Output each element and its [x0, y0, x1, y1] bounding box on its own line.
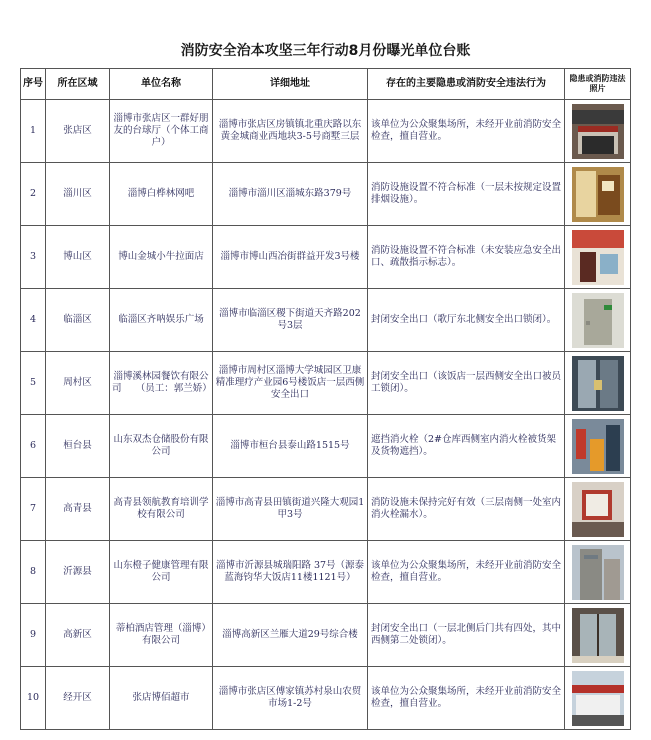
unit-name-cell: 山东橙子健康管理有限公司 [110, 541, 213, 604]
hydrant-photo [572, 482, 624, 537]
row-number: 7 [21, 478, 46, 541]
unit-name-cell: 淄博溪林园餐饮有限公司 （员工：郭兰娇） [110, 352, 213, 415]
header-no: 序号 [21, 69, 46, 100]
district-cell: 周村区 [46, 352, 110, 415]
building-photo [572, 545, 624, 600]
table-row [21, 163, 631, 226]
row-number: 4 [21, 289, 46, 352]
address-cell: 淄博市高青县田镇街道兴隆大观园1甲3号 [213, 478, 368, 541]
district-cell: 桓台县 [46, 415, 110, 478]
unit-name-cell: 临淄区齐呐娱乐广场 [110, 289, 213, 352]
district-cell: 经开区 [46, 667, 110, 730]
photo-cell [565, 100, 631, 163]
photo-cell [565, 352, 631, 415]
row-number: 10 [21, 667, 46, 730]
unit-name-cell: 山东双杰仓储股份有限公司 [110, 415, 213, 478]
address-cell: 淄博市周村区淄博大学城园区卫康精准理疗产业园6号楼饭店一层西侧安全出口 [213, 352, 368, 415]
exit-door-photo [572, 293, 624, 348]
table-row [21, 667, 631, 730]
header-unit: 单位名称 [110, 69, 213, 100]
restaurant-photo [572, 230, 624, 285]
issue-cell: 封闭安全出口（歌厅东北侧安全出口锁闭）。 [368, 289, 565, 352]
row-number: 6 [21, 415, 46, 478]
address-cell: 淄博市博山西冶街群益开发3号楼 [213, 226, 368, 289]
district-cell: 博山区 [46, 226, 110, 289]
table-row [21, 541, 631, 604]
unit-name-cell: 博山金城小牛拉面店 [110, 226, 213, 289]
photo-cell [565, 163, 631, 226]
issue-cell: 消防设施设置不符合标准（一层未按规定设置排烟设施）。 [368, 163, 565, 226]
district-cell: 高青县 [46, 478, 110, 541]
district-cell: 张店区 [46, 100, 110, 163]
issue-cell: 该单位为公众聚集场所，未经开业前消防安全检查，擅自营业。 [368, 100, 565, 163]
storefront-photo [572, 104, 624, 159]
page-title: 消防安全治本攻坚三年行动8月份曝光单位台账 [180, 43, 471, 59]
row-number: 2 [21, 163, 46, 226]
supermarket-photo [572, 671, 624, 726]
issue-cell: 该单位为公众聚集场所，未经开业前消防安全检查，擅自营业。 [368, 667, 565, 730]
unit-name-cell: 张店博佰超市 [110, 667, 213, 730]
row-number: 9 [21, 604, 46, 667]
row-number: 8 [21, 541, 46, 604]
ledger-table [20, 68, 631, 730]
table-row [21, 478, 631, 541]
issue-cell: 遮挡消火栓（2#仓库西侧室内消火栓被货架及货物遮挡）。 [368, 415, 565, 478]
row-number: 3 [21, 226, 46, 289]
issue-cell: 封闭安全出口（该饭店一层西侧安全出口被员工锁闭）。 [368, 352, 565, 415]
row-number: 1 [21, 100, 46, 163]
photo-cell [565, 604, 631, 667]
district-cell: 沂源县 [46, 541, 110, 604]
header-photo: 隐患或消防违法照片 [565, 69, 631, 100]
table-row [21, 604, 631, 667]
photo-cell [565, 226, 631, 289]
address-cell: 淄博市淄川区淄城东路379号 [213, 163, 368, 226]
photo-cell [565, 415, 631, 478]
unit-name-cell: 淄博市张店区一群好朋友的台球厅（个体工商户） [110, 100, 213, 163]
photo-cell [565, 478, 631, 541]
unit-name-cell: 蒂柏酒店管理（淄博） 有限公司 [110, 604, 213, 667]
header-district: 所在区域 [46, 69, 110, 100]
unit-name-cell: 淄博白桦林网吧 [110, 163, 213, 226]
photo-cell [565, 289, 631, 352]
issue-cell: 消防设施设置不符合标准（未安装应急安全出口、疏散指示标志）。 [368, 226, 565, 289]
address-cell: 淄博市桓台县泰山路1515号 [213, 415, 368, 478]
issue-cell: 该单位为公众聚集场所，未经开业前消防安全检查，擅自营业。 [368, 541, 565, 604]
district-cell: 淄川区 [46, 163, 110, 226]
warehouse-photo [572, 419, 624, 474]
district-cell: 临淄区 [46, 289, 110, 352]
unit-name-cell: 高青县领航教育培训学校有限公司 [110, 478, 213, 541]
address-cell: 淄博市沂源县城瑞阳路 37号（源泰蓝海钧华大饭店11楼1121号） [213, 541, 368, 604]
photo-cell [565, 667, 631, 730]
table-body [21, 100, 631, 730]
issue-cell: 封闭安全出口（一层北侧后门共有四处，其中西侧第二处锁闭）。 [368, 604, 565, 667]
interior-photo [572, 167, 624, 222]
table-header-row [21, 69, 631, 100]
address-cell: 淄博市张店区傅家镇苏村泉山农贸市场1-2号 [213, 667, 368, 730]
locked-door-photo [572, 356, 624, 411]
table-row [21, 289, 631, 352]
glass-door-photo [572, 608, 624, 663]
issue-cell: 消防设施未保持完好有效（三层南侧一处室内消火栓漏水）。 [368, 478, 565, 541]
table-row [21, 415, 631, 478]
header-address: 详细地址 [213, 69, 368, 100]
table-row [21, 352, 631, 415]
address-cell: 淄博市张店区房镇镇北重庆路以东黄金城商业西地块3-5号商墅三层 [213, 100, 368, 163]
photo-cell [565, 541, 631, 604]
row-number: 5 [21, 352, 46, 415]
table-row [21, 100, 631, 163]
district-cell: 高新区 [46, 604, 110, 667]
header-issue: 存在的主要隐患或消防安全违法行为 [368, 69, 565, 100]
table-row [21, 226, 631, 289]
address-cell: 淄博市临淄区稷下街道天齐路202号3层 [213, 289, 368, 352]
address-cell: 淄博高新区兰雁大道29号综合楼 [213, 604, 368, 667]
